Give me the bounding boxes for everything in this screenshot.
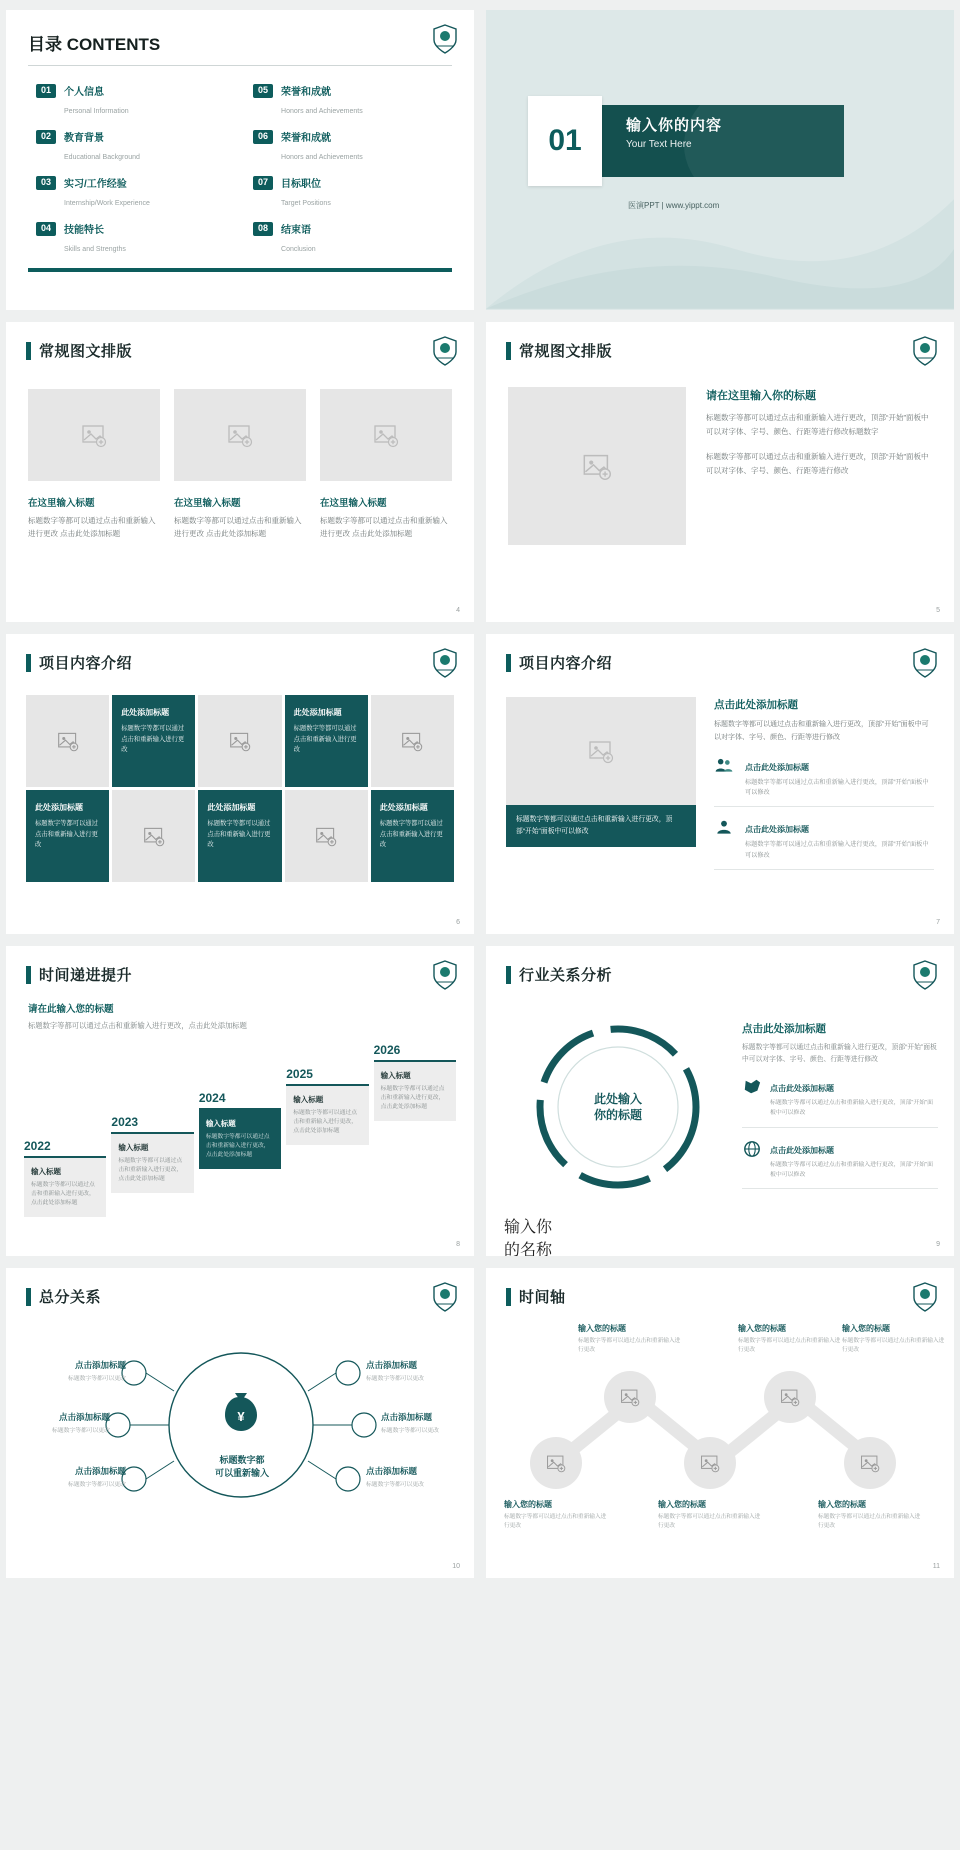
item-title: 点击添加标题: [74, 1466, 126, 1476]
slide-image-text[interactable]: [486, 322, 954, 622]
title-accent-bar: [26, 966, 31, 984]
image-placeholder[interactable]: [320, 389, 452, 481]
item-title: 输入您的标题: [818, 1500, 866, 1509]
image-placeholder[interactable]: [530, 1437, 582, 1489]
list-item[interactable]: [36, 220, 235, 256]
image-icon: [315, 825, 337, 847]
item-title: 点击添加标题: [366, 1466, 418, 1476]
item-label-cn: 结束语: [281, 225, 312, 236]
image-placeholder[interactable]: [604, 1371, 656, 1423]
footer-rule: [28, 268, 452, 272]
item-label-en: Target Positions: [281, 200, 331, 207]
cell-desc: 标题数字等都可以通过点击和重新输入进行更改: [207, 820, 271, 849]
logo-icon: [432, 960, 458, 990]
list-item[interactable]: [36, 128, 235, 164]
slide-title: 总分关系: [39, 1289, 102, 1306]
slide-title: 常规图文排版: [519, 343, 613, 360]
people-icon: [714, 757, 736, 778]
image-placeholder[interactable]: [28, 389, 160, 481]
mosaic-grid: [6, 673, 474, 882]
slide-zigzag-timeline[interactable]: [486, 1268, 954, 1578]
logo-icon: [432, 336, 458, 366]
image-icon: [227, 422, 253, 448]
slide-title: 项目内容介绍: [39, 655, 133, 672]
body-paragraph: 标题数字等都可以通过点击和重新输入进行更改，顶部“开始”面板中可以对字体、字号、颜色、行距等进行修改: [714, 721, 929, 741]
mosaic-text-cell[interactable]: [198, 790, 281, 882]
page-number: 4: [456, 607, 460, 614]
cell-desc: 标题数字等都可以通过点击和重新输入进行更改: [35, 820, 98, 849]
item-desc: 标题数字等都可以通过点击和重新输入进行更改: [738, 1338, 841, 1354]
image-placeholder[interactable]: [684, 1437, 736, 1489]
column[interactable]: [28, 389, 160, 541]
page-number: 6: [456, 919, 460, 926]
left-panel: [506, 697, 696, 870]
list-item[interactable]: [742, 1078, 938, 1127]
logo-icon: [432, 1282, 458, 1312]
item-title: 点击此处添加标题: [745, 762, 809, 772]
mosaic-text-cell[interactable]: [26, 790, 109, 882]
item-desc: 标题数字等都可以通过点击和重新输入进行更改: [658, 1514, 761, 1530]
list-item[interactable]: [253, 174, 452, 210]
slide-three-columns[interactable]: [6, 322, 474, 622]
item-label-en: Skills and Strengths: [64, 246, 126, 253]
slide-step-timeline[interactable]: [6, 946, 474, 1256]
section-title-cn: 输入你的内容: [626, 117, 723, 134]
column-heading: 在这里输入标题: [174, 498, 241, 509]
image-placeholder[interactable]: [26, 695, 109, 787]
step-item[interactable]: [24, 1139, 106, 1217]
section-title-en: Your Text Here: [626, 139, 692, 150]
circle-diagram: [498, 999, 738, 1256]
column-body: 标题数字等都可以通过点击和重新输入进行更改 点击此处添加标题: [320, 516, 448, 538]
title-accent-bar: [506, 966, 511, 984]
column-heading: 在这里输入标题: [28, 498, 95, 509]
hub-canvas: [6, 1313, 474, 1543]
list-item[interactable]: [253, 82, 452, 118]
step-title: 输入标题: [380, 1070, 411, 1080]
item-title: 输入您的标题: [578, 1324, 626, 1333]
step-desc: 标题数字等都可以通过点击和重新输入进行更改，点击此处添加标题: [293, 1109, 357, 1135]
slide-header: [6, 322, 474, 361]
page-number: 7: [936, 919, 940, 926]
image-icon: [373, 422, 399, 448]
step-item[interactable]: [199, 1091, 281, 1169]
column-group: [6, 361, 474, 541]
image-placeholder[interactable]: [112, 790, 195, 882]
slide-mosaic[interactable]: [6, 634, 474, 934]
map-icon: [742, 1078, 762, 1101]
image-icon: [81, 422, 107, 448]
title-accent-bar: [506, 654, 511, 672]
lead-block: [6, 985, 474, 1033]
center-line1: 此处输入: [593, 1092, 643, 1106]
timeline-caption[interactable]: [818, 1499, 926, 1531]
image-icon: [860, 1453, 880, 1473]
column-heading: 在这里输入标题: [320, 498, 387, 509]
image-icon: [582, 451, 612, 481]
slide-header: [486, 946, 954, 985]
column-body: 标题数字等都可以通过点击和重新输入进行更改 点击此处添加标题: [28, 516, 156, 538]
item-label-en: Internship/Work Experience: [64, 200, 150, 207]
spoke-item[interactable]: [381, 1411, 473, 1434]
column[interactable]: [320, 389, 452, 541]
body-paragraph: 标题数字等都可以通过点击和重新输入进行更改，顶部“开始”面板中可以对字体、字号、颜色、行距等进行修改: [706, 451, 929, 475]
item-label-en: Conclusion: [281, 246, 316, 253]
logo-icon: [912, 336, 938, 366]
item-number: 08: [253, 222, 273, 236]
body-paragraph: 标题数字等都可以通过点击和重新输入进行更改，顶部“开始”面板中可以对字体、字号、颜色、行距等进行修改: [742, 1044, 937, 1064]
contents-list: [6, 66, 474, 256]
item-desc: 标题数字等都可以更改: [381, 1428, 439, 1434]
item-desc: 标题数字等都可以通过点击和重新输入进行更改: [842, 1338, 945, 1354]
list-item[interactable]: [253, 128, 452, 164]
logo-icon: [912, 648, 938, 678]
spoke-item[interactable]: [366, 1359, 470, 1382]
page-number: 9: [936, 1241, 940, 1248]
list-item[interactable]: [36, 82, 235, 118]
list-item[interactable]: [714, 819, 934, 869]
cell-title: 此处添加标题: [293, 708, 342, 717]
item-number: 03: [36, 176, 56, 190]
step-box: [24, 1158, 106, 1217]
item-desc: 标题数字等都可以通过点击和重新输入进行更改，顶部“开始”面板中可以修改: [745, 778, 929, 797]
slide-title: 时间递进提升: [39, 967, 133, 984]
image-icon: [401, 730, 423, 752]
step-title: 输入标题: [293, 1094, 324, 1104]
logo-icon: [912, 1282, 938, 1312]
image-icon: [143, 825, 165, 847]
logo-icon: [432, 648, 458, 678]
logo-icon: [432, 24, 458, 54]
item-title: 点击添加标题: [381, 1412, 433, 1422]
item-number: 05: [253, 84, 273, 98]
person-icon: [714, 819, 736, 840]
step-title: 输入标题: [31, 1166, 61, 1176]
center-line2: 你的标题: [593, 1108, 643, 1122]
image-placeholder[interactable]: [508, 387, 686, 545]
image-icon: [57, 730, 79, 752]
spoke-item[interactable]: [26, 1359, 126, 1382]
item-title: 输入您的标题: [738, 1324, 786, 1333]
step-box: [286, 1086, 368, 1145]
list-item[interactable]: [36, 174, 235, 210]
spoke-item[interactable]: [10, 1411, 110, 1434]
image-placeholder[interactable]: [764, 1371, 816, 1423]
mosaic-text-cell[interactable]: [371, 790, 454, 882]
step-year: 2026: [374, 1043, 456, 1062]
mosaic-text-cell[interactable]: [112, 695, 195, 787]
image-placeholder[interactable]: [506, 697, 696, 805]
list-item[interactable]: [714, 757, 934, 807]
node-label[interactable]: 输入你 的名称: [503, 1219, 552, 1256]
item-label-cn: 目标职位: [281, 179, 322, 190]
slide-title: 项目内容介绍: [519, 655, 613, 672]
step-desc: 标题数字等都可以通过点击和重新输入进行更改，点击此处添加标题: [31, 1181, 95, 1207]
timeline-caption[interactable]: [578, 1323, 686, 1355]
column[interactable]: [174, 389, 306, 541]
hub-label: 标题数字都 可以重新输入: [214, 1455, 269, 1478]
step-desc: 标题数字等都可以通过点击和重新输入进行更改，点击此处添加标题: [205, 1133, 270, 1159]
step-item[interactable]: [286, 1067, 368, 1145]
slide-title: 行业关系分析: [519, 967, 613, 984]
cell-title: 此处添加标题: [35, 803, 83, 812]
cell-title: 此处添加标题: [121, 708, 170, 717]
step-desc: 标题数字等都可以通过点击和重新输入进行更改，点击此处添加标题: [380, 1085, 445, 1111]
step-year: 2023: [111, 1115, 193, 1134]
item-label-en: Honors and Achievements: [281, 108, 363, 115]
spoke-item[interactable]: [366, 1465, 470, 1488]
spoke-item[interactable]: [26, 1465, 126, 1488]
slide-title: 时间轴: [519, 1289, 566, 1306]
item-desc: 标题数字等都可以通过点击和重新输入进行更改，顶部“开始”面板中可以修改: [770, 1100, 933, 1117]
timeline-caption[interactable]: [504, 1499, 612, 1531]
page-number: 10: [452, 1563, 460, 1570]
right-panel: [742, 999, 938, 1209]
source-credit: 医演PPT | www.yippt.com: [628, 201, 720, 210]
timeline-caption[interactable]: [842, 1323, 950, 1355]
section-heading: [626, 114, 722, 150]
title-accent-bar: [506, 342, 511, 360]
slide-header: [486, 322, 954, 361]
item-label-en: Personal Information: [64, 108, 129, 115]
body-heading: 请在这里输入你的标题: [706, 390, 816, 402]
item-label-cn: 教育背景: [64, 133, 105, 144]
page-number: 5: [936, 607, 940, 614]
item-title: 点击此处添加标题: [770, 1145, 834, 1155]
item-title: 点击添加标题: [58, 1412, 110, 1422]
item-number: 01: [36, 84, 56, 98]
image-icon: [588, 738, 614, 764]
slide-header: [486, 634, 954, 673]
globe-icon: [742, 1140, 762, 1163]
image-caption: 标题数字等都可以通过点击和重新输入进行更改，顶部“开始”面板中可以修改: [506, 805, 696, 847]
image-icon: [780, 1387, 800, 1407]
column-body: 标题数字等都可以通过点击和重新输入进行更改 点击此处添加标题: [174, 516, 302, 538]
title-accent-bar: [26, 1288, 31, 1306]
item-number: 02: [36, 130, 56, 144]
right-panel: [714, 697, 934, 870]
item-number: 04: [36, 222, 56, 236]
cell-title: 此处添加标题: [379, 803, 428, 812]
slide-header: [6, 946, 474, 985]
item-title: 点击添加标题: [366, 1360, 418, 1370]
step-year: 2025: [286, 1067, 368, 1086]
step-year: 2022: [24, 1139, 106, 1158]
item-desc: 标题数字等都可以更改: [366, 1482, 424, 1488]
item-desc: 标题数字等都可以通过点击和重新输入进行更改，顶部“开始”面板中可以修改: [770, 1161, 933, 1178]
cell-desc: 标题数字等都可以通过点击和重新输入进行更改: [293, 725, 357, 754]
slide-contents[interactable]: [6, 10, 474, 310]
item-label-cn: 荣誉和成就: [281, 133, 332, 144]
mosaic-text-cell[interactable]: [285, 695, 368, 787]
svg-text:¥: ¥: [237, 1409, 245, 1424]
image-placeholder[interactable]: [198, 695, 281, 787]
page-title: 目录 CONTENTS: [28, 35, 161, 54]
slide-section-divider[interactable]: [486, 10, 954, 310]
cell-title: 此处添加标题: [207, 803, 256, 812]
image-icon: [546, 1453, 566, 1473]
step-title: 输入标题: [118, 1142, 149, 1152]
slide-header: [6, 634, 474, 673]
slide-circular-diagram[interactable]: [486, 946, 954, 1256]
item-label-cn: 个人信息: [64, 87, 105, 98]
slide-header: [6, 1268, 474, 1307]
step-title: 输入标题: [205, 1118, 236, 1128]
item-label-en: Honors and Achievements: [281, 154, 363, 161]
image-placeholder[interactable]: [371, 695, 454, 787]
step-box: [199, 1110, 281, 1169]
step-item[interactable]: [111, 1115, 193, 1193]
list-item[interactable]: [253, 220, 452, 256]
body-heading: 点击此处添加标题: [714, 699, 798, 711]
cell-desc: 标题数字等都可以通过点击和重新输入进行更改: [121, 725, 185, 754]
item-desc: 标题数字等都可以更改: [68, 1482, 126, 1488]
page-number: 8: [456, 1241, 460, 1248]
timeline-canvas: [486, 1313, 954, 1543]
item-desc: 标题数字等都可以通过点击和重新输入进行更改，顶部“开始”面板中可以修改: [745, 841, 929, 859]
item-title: 点击此处添加标题: [745, 825, 809, 835]
item-title: 点击此处添加标题: [770, 1084, 834, 1094]
image-icon: [700, 1453, 720, 1473]
slide-header: [486, 1268, 954, 1307]
item-title: 点击添加标题: [74, 1360, 126, 1370]
slide-image-list[interactable]: [486, 634, 954, 934]
item-desc: 标题数字等都可以更改: [52, 1428, 110, 1434]
timeline-caption[interactable]: [738, 1323, 846, 1355]
text-block: [706, 387, 932, 545]
list-item[interactable]: [742, 1140, 938, 1189]
item-label-en: Educational Background: [64, 154, 140, 161]
title-accent-bar: [506, 1288, 511, 1306]
lead-paragraph: 标题数字等都可以通过点击和重新输入进行更改，点击此处添加标题: [28, 1021, 247, 1030]
item-label-cn: 实习/工作经验: [64, 179, 127, 190]
body-heading: 点击此处添加标题: [742, 1023, 826, 1035]
step-desc: 标题数字等都可以通过点击和重新输入进行更改，点击此处添加标题: [118, 1157, 183, 1183]
title-accent-bar: [26, 342, 31, 360]
image-icon: [620, 1387, 640, 1407]
item-desc: 标题数字等都可以通过点击和重新输入进行更改: [818, 1514, 921, 1530]
timeline-caption[interactable]: [658, 1499, 766, 1531]
lead-heading: 请在此输入您的标题: [28, 1004, 114, 1015]
step-box: [111, 1134, 193, 1193]
cell-desc: 标题数字等都可以通过点击和重新输入进行更改: [379, 820, 443, 849]
section-number: 01: [528, 96, 602, 186]
body-paragraph: 标题数字等都可以通过点击和重新输入进行更改，顶部“开始”面板中可以对字体、字号、颜色、行距等进行修改标题数字: [706, 413, 929, 437]
step-group: [6, 1033, 474, 1217]
item-title: 输入您的标题: [504, 1500, 552, 1509]
step-box: [374, 1062, 456, 1121]
step-item[interactable]: [374, 1043, 456, 1121]
item-label-cn: 荣誉和成就: [281, 87, 332, 98]
step-year: 2024: [199, 1091, 281, 1110]
slide-hub-spokes[interactable]: [6, 1268, 474, 1578]
item-title: 输入您的标题: [842, 1324, 890, 1333]
item-desc: 标题数字等都可以更改: [366, 1376, 424, 1382]
image-placeholder[interactable]: [174, 389, 306, 481]
slide-title: 常规图文排版: [39, 343, 133, 360]
page-number: 11: [932, 1563, 940, 1570]
image-icon: [229, 730, 251, 752]
image-placeholder[interactable]: [285, 790, 368, 882]
image-placeholder[interactable]: [844, 1437, 896, 1489]
item-title: 输入您的标题: [658, 1500, 706, 1509]
content-wrap: [486, 361, 954, 545]
item-desc: 标题数字等都可以通过点击和重新输入进行更改: [504, 1514, 607, 1530]
item-label-cn: 技能特长: [64, 225, 105, 236]
title-accent-bar: [26, 654, 31, 672]
item-desc: 标题数字等都可以通过点击和重新输入进行更改: [578, 1338, 681, 1354]
item-number: 07: [253, 176, 273, 190]
item-desc: 标题数字等都可以更改: [68, 1376, 126, 1382]
logo-icon: [912, 960, 938, 990]
item-number: 06: [253, 130, 273, 144]
content-wrap: [486, 673, 954, 870]
content-wrap: [486, 985, 954, 1256]
